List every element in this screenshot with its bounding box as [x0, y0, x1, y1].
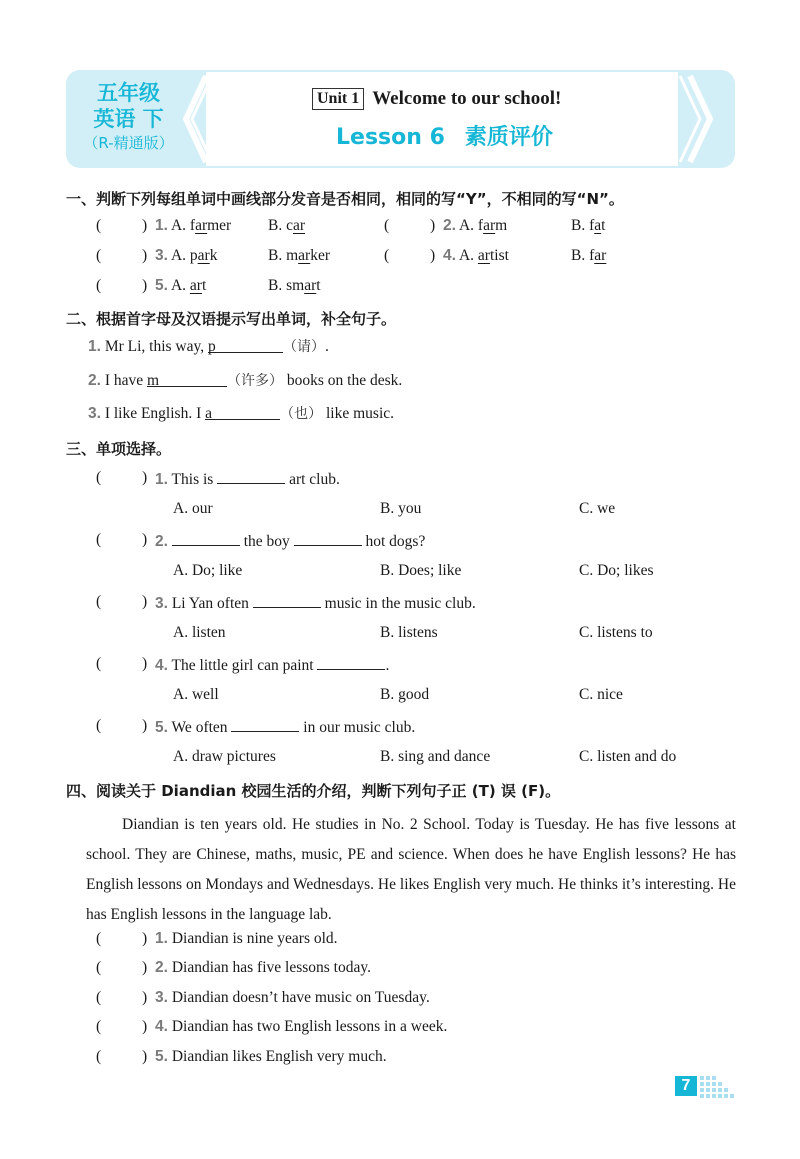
answer-paren-open: (: [96, 959, 102, 976]
s3-q1-option-c: C. we: [579, 500, 616, 517]
answer-paren-open: (: [96, 655, 102, 672]
answer-paren-open: (: [96, 1048, 102, 1065]
answer-paren-open: (: [96, 989, 102, 1006]
s4-statement-3: 3. Diandian doesn’t have music on Tuesday.: [155, 989, 430, 1006]
lesson-number: Lesson 6: [336, 125, 445, 150]
s4-statement-4: 4. Diandian has two English lessons in a week.: [155, 1018, 448, 1035]
grade-line-2: 英语 下: [93, 107, 164, 131]
s3-question-4: 4. The little girl can paint .: [155, 657, 390, 674]
s1-item-1: 1. A. farmer: [155, 217, 232, 234]
s3-q3-option-c: C. listens to: [579, 624, 653, 641]
title-panel: [206, 72, 678, 166]
answer-paren-open: (: [384, 217, 390, 234]
answer-paren-close: ): [430, 217, 436, 234]
answer-paren-close: ): [142, 1018, 148, 1035]
answer-paren-close: ): [142, 247, 148, 264]
s4-statement-1: 1. Diandian is nine years old.: [155, 930, 338, 947]
s1-item-2: 2. A. farm: [443, 217, 508, 234]
unit-title: Welcome to our school!: [372, 88, 562, 109]
s3-q1-option-b: B. you: [380, 500, 422, 517]
answer-paren-open: (: [96, 531, 102, 548]
s1-item-4: 4. A. artist: [443, 247, 509, 264]
s2-item-1: 1. Mr Li, this way, p （请）.: [88, 338, 329, 355]
unit-heading: [312, 88, 612, 114]
answer-paren-open: (: [96, 717, 102, 734]
answer-paren-open: (: [96, 1018, 102, 1035]
answer-paren-close: ): [142, 717, 148, 734]
answer-paren-close: ): [142, 930, 148, 947]
answer-paren-close: ): [142, 217, 148, 234]
section-2-title: 二、根据首字母及汉语提示写出单词，补全句子。: [66, 310, 397, 328]
answer-paren-open: (: [96, 930, 102, 947]
page-number: 7: [675, 1076, 697, 1096]
s1-item-5-b: B. smart: [268, 277, 321, 294]
s3-q4-option-b: B. good: [380, 686, 430, 703]
edition-label: （R-精通版）: [83, 134, 174, 152]
s3-question-5: 5. We often in our music club.: [155, 719, 416, 736]
s4-statement-2: 2. Diandian has five lessons today.: [155, 959, 371, 976]
s3-q2-option-b: B. Does; like: [380, 562, 462, 579]
s3-question-3: 3. Li Yan often music in the music club.: [155, 595, 476, 612]
s2-item-3: 3. I like English. I a （也） like music.: [88, 405, 395, 422]
grade-line-1: 五年级: [97, 81, 160, 105]
answer-paren-close: ): [142, 655, 148, 672]
s1-item-4-b: B. far: [571, 247, 607, 264]
s3-question-1: 1. This is art club.: [155, 471, 340, 488]
answer-paren-close: ): [142, 989, 148, 1006]
s1-item-3-b: B. marker: [268, 247, 330, 264]
answer-paren-close: ): [142, 469, 148, 486]
s2-item-2: 2. I have m （许多） books on the desk.: [88, 372, 403, 389]
s3-q5-option-c: C. listen and do: [579, 748, 677, 765]
answer-paren-close: ): [142, 593, 148, 610]
page-number-grid-decoration: [700, 1076, 736, 1098]
answer-paren-open: (: [96, 469, 102, 486]
answer-paren-close: ): [142, 277, 148, 294]
s3-q3-option-b: B. listens: [380, 624, 438, 641]
answer-paren-close: ): [430, 247, 436, 264]
s3-q5-option-b: B. sing and dance: [380, 748, 491, 765]
right-chevron-decoration: [676, 70, 716, 168]
answer-paren-open: (: [96, 593, 102, 610]
s1-item-3: 3. A. park: [155, 247, 218, 264]
answer-paren-open: (: [96, 217, 102, 234]
s3-q3-option-a: A. listen: [173, 624, 226, 641]
answer-paren-open: (: [96, 247, 102, 264]
s1-item-5: 5. A. art: [155, 277, 207, 294]
lesson-heading: [336, 120, 576, 151]
s3-q4-option-a: A. well: [173, 686, 219, 703]
answer-paren-open: (: [96, 277, 102, 294]
grade-label: [66, 70, 191, 168]
unit-label: Unit 1: [312, 88, 364, 110]
s3-q5-option-a: A. draw pictures: [173, 748, 276, 765]
answer-paren-close: ): [142, 1048, 148, 1065]
s3-q4-option-c: C. nice: [579, 686, 623, 703]
s4-statement-5: 5. Diandian likes English very much.: [155, 1048, 387, 1065]
answer-paren-close: ): [142, 959, 148, 976]
reading-passage: Diandian is ten years old. He studies in No. 2 School. Today is Tuesday. He has five lessons at school. They are Chinese, maths, music, PE and science. When does he have English lessons? He has English lessons on Mondays and Wednesdays. He likes English very much. He thinks it’s interesting. He has English lessons in the language lab.: [86, 816, 736, 923]
section-3-title: 三、单项选择。: [66, 440, 172, 458]
s1-item-1-b: B. car: [268, 217, 306, 234]
section-1-title: 一、判断下列每组单词中画线部分发音是否相同，相同的写“Y”，不相同的写“N”。: [66, 190, 624, 208]
s3-q1-option-a: A. our: [173, 500, 213, 517]
lesson-title: 素质评价: [464, 125, 553, 150]
answer-paren-open: (: [384, 247, 390, 264]
s1-item-2-b: B. fat: [571, 217, 606, 234]
s3-question-2: 2. the boy hot dogs?: [155, 533, 426, 550]
s3-q2-option-a: A. Do; like: [173, 562, 243, 579]
s3-q2-option-c: C. Do; likes: [579, 562, 654, 579]
section-4-title: 四、阅读关于 Diandian 校园生活的介绍，判断下列句子正 (T) 误 (F)。: [66, 782, 561, 800]
answer-paren-close: ): [142, 531, 148, 548]
